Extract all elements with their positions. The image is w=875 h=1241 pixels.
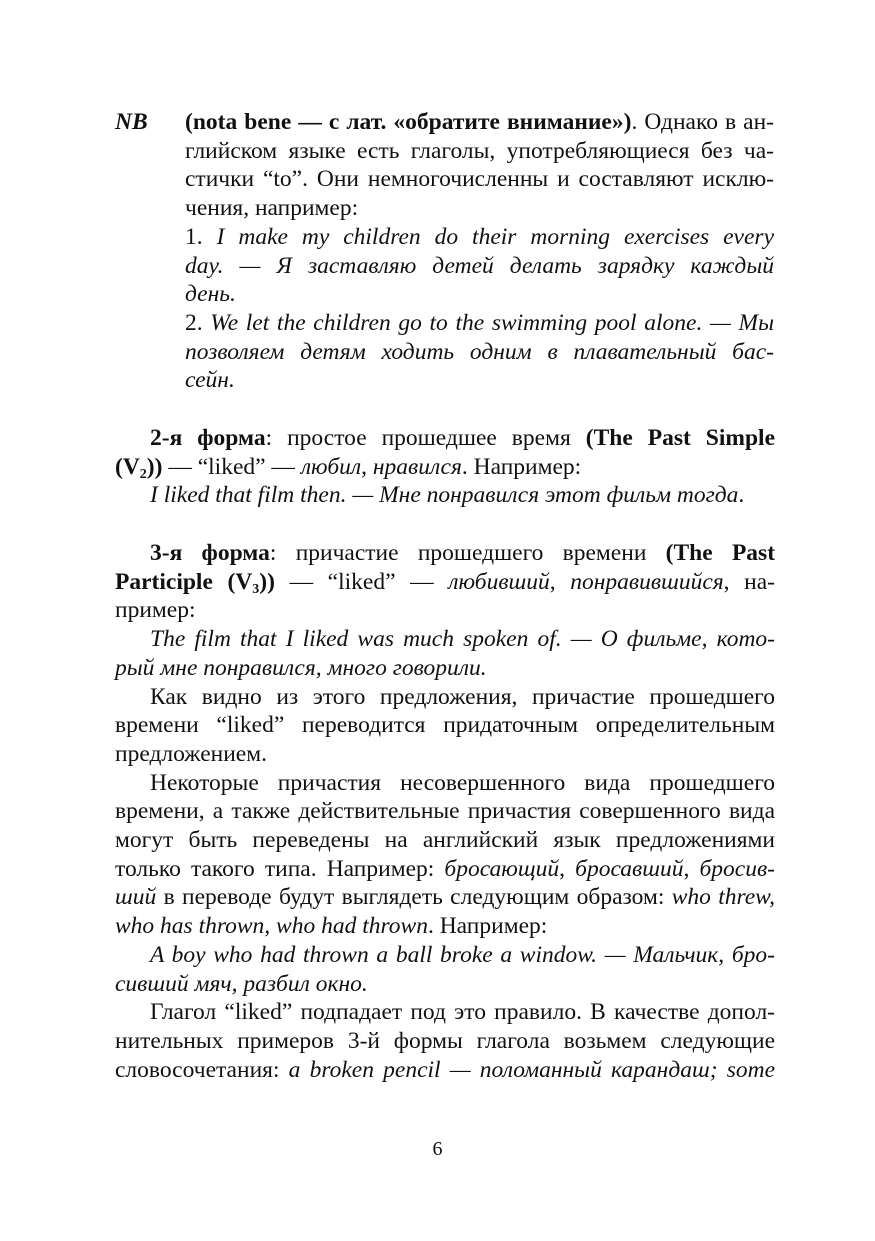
nb-example-2-line-2: позволяем детям ходить одним в плавательный бас- bbox=[185, 338, 774, 365]
participles-example-line-2: сивший мяч, разбил окно. bbox=[115, 970, 368, 997]
participles-line-4: только такого типа. Например: бросающий, бросавший, бросив- bbox=[115, 855, 776, 882]
form2-section bbox=[115, 424, 775, 510]
participles-line-1: Некоторые причастия несовершенного вида прошедшего bbox=[150, 769, 775, 796]
nb-example-2-line-3: сейн. bbox=[185, 367, 235, 394]
verb-para-line-1: Глагол “liked” подпадает под это правило. В качестве допол- bbox=[150, 999, 775, 1026]
form3-example-line-1: The film that I liked was much spoken of. — О фильме, кото- bbox=[150, 626, 775, 653]
verb-para-line-3: словосочетания: a broken pencil — поломанный карандаш; some bbox=[115, 1056, 775, 1083]
visible-para-line-1: Как видно из этого предложения, причастие прошедшего bbox=[150, 683, 775, 710]
nota-bene-definition: (nota bene — с лат. «обратите внимание») bbox=[185, 109, 632, 135]
nb-example-1-line-1: 1. I make my children do their morning exercises every bbox=[185, 223, 774, 250]
form3-example-line-2: рый мне понравился, много говорили. bbox=[115, 654, 487, 681]
form2-example: I liked that film then. — Мне понравился этот фильм тогда. bbox=[150, 482, 745, 509]
nb-label: NB bbox=[115, 109, 148, 135]
participles-example-line-1: A boy who had thrown a ball broke a window. — Мальчик, бро- bbox=[150, 941, 775, 968]
form2-line-2: $(V_2)$) — “liked” — любил, нравился. Например: bbox=[115, 453, 582, 482]
participles-line-5: ший в переводе будут выглядеть следующим образом: who threw, bbox=[115, 884, 775, 911]
nb-line-4: чения, например: bbox=[185, 195, 359, 222]
form3-line-3: пример: bbox=[115, 597, 196, 624]
nb-note bbox=[185, 108, 774, 395]
nb-example-1-line-2: day. — Я заставляю детей делать зарядку каждый bbox=[185, 252, 774, 279]
visible-para-line-2: времени “liked” переводится придаточным определительным bbox=[115, 712, 775, 739]
participles-line-2: времени, а также действительные причастия совершенного вида bbox=[115, 798, 775, 825]
form3-label: 3-я форма bbox=[150, 540, 270, 566]
verb-para-line-2: нительных примеров 3-й формы глагола возьмем следующие bbox=[115, 1027, 775, 1054]
participles-line-6: who has thrown, who had thrown. Например: bbox=[115, 913, 548, 940]
visible-para-line-3: предложением. bbox=[115, 740, 267, 767]
nb-example-1-line-3: день. bbox=[185, 281, 236, 308]
participles-line-3: могут быть переведены на английский язык предложениями bbox=[115, 827, 775, 854]
nb-example-2-line-1: 2. We let the children go to the swimming pool alone. — Мы bbox=[185, 309, 775, 336]
nb-line-1: (nota bene — с лат. «обратите внимание»). Однако в ан- bbox=[185, 109, 775, 135]
form2-line-1: 2-я форма: простое прошедшее время (The Past Simple bbox=[150, 425, 775, 451]
page-number: 6 bbox=[432, 1138, 443, 1160]
nb-line-2: глийском языке есть глаголы, употребляющиеся без ча- bbox=[185, 137, 774, 164]
form3-section bbox=[115, 539, 775, 1084]
form2-label: 2-я форма bbox=[150, 425, 266, 451]
form3-line-1: 3-я форма: причастие прошедшего времени (The Past bbox=[150, 540, 776, 566]
form3-line-2: Participle $(V_3)$) — “liked” — любивший, понравившийся, на- bbox=[115, 568, 775, 597]
nb-line-3: стички “to”. Они немногочисленны и составляют исклю- bbox=[185, 166, 774, 193]
